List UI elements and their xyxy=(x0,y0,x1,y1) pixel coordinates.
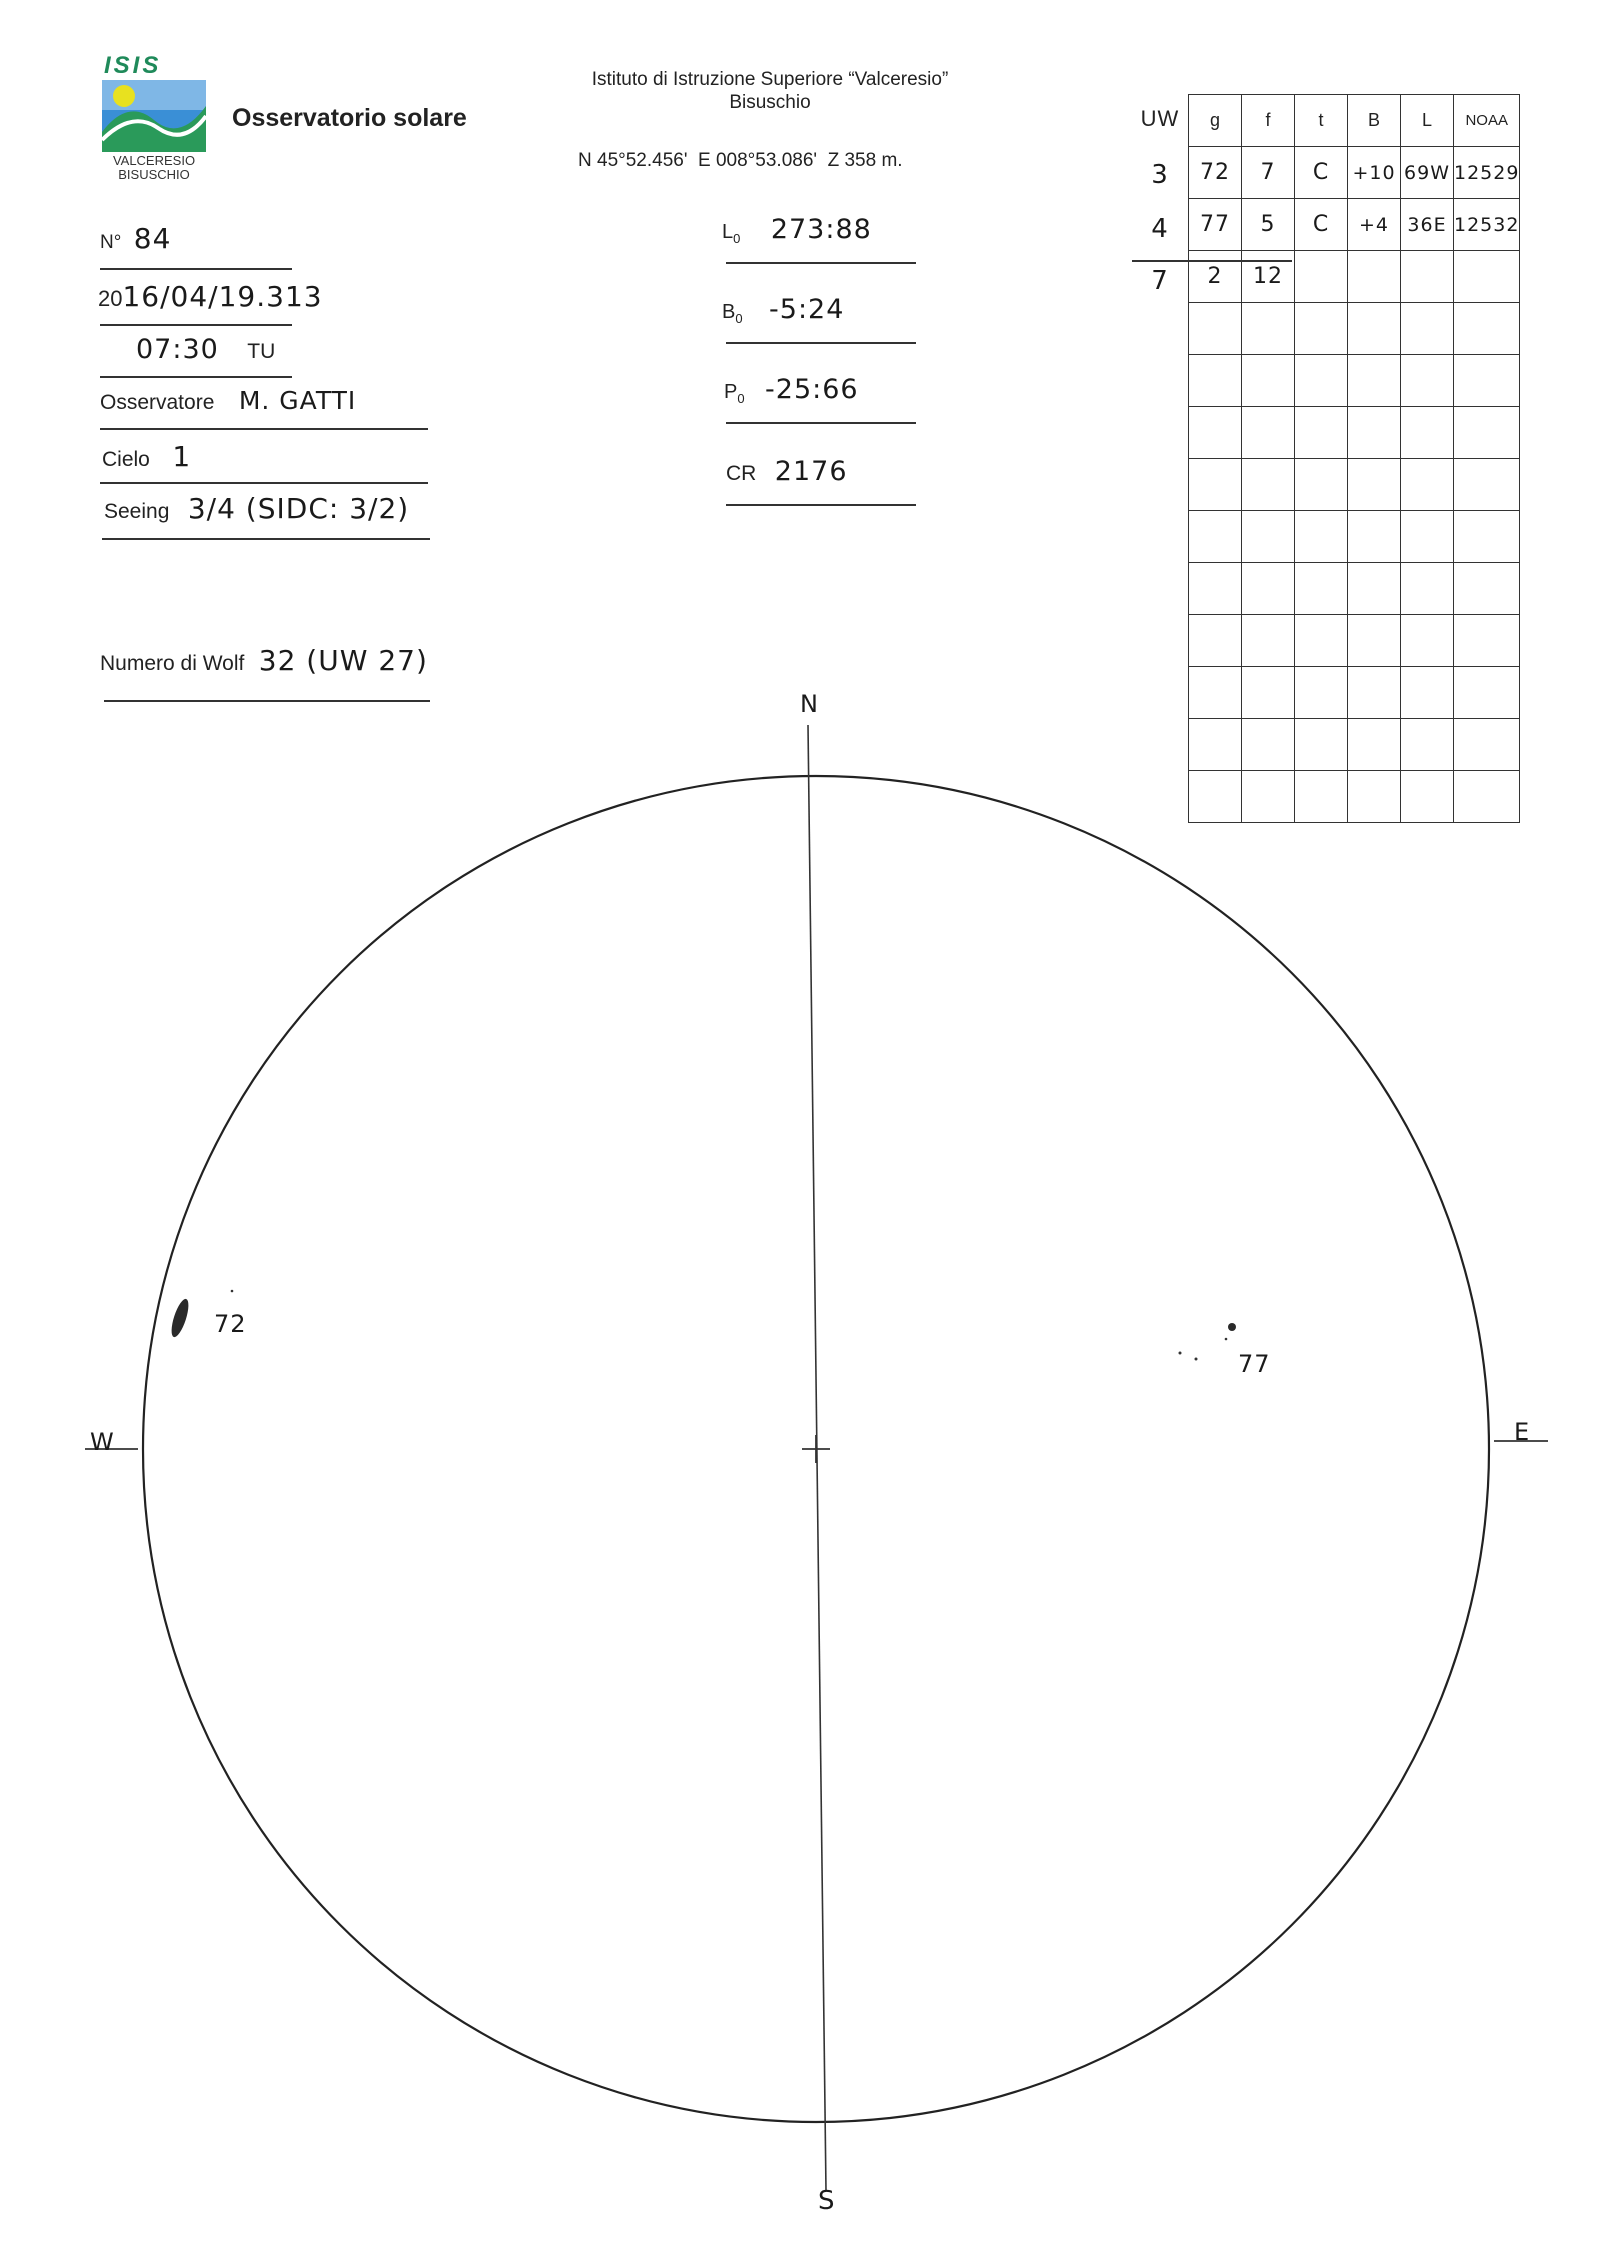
group-table-cell xyxy=(1295,563,1348,615)
p0-label: $P_0$ xyxy=(724,381,745,406)
group-table-cell xyxy=(1295,615,1348,667)
group-table-cell xyxy=(1454,407,1520,459)
group-table-cell xyxy=(1348,563,1401,615)
group-table-cell xyxy=(1454,251,1520,303)
south-label: S xyxy=(818,2186,836,2216)
l0-value: 273:88 xyxy=(770,214,872,245)
group-table-cell: 7 xyxy=(1242,147,1295,199)
record-time-unit: TU xyxy=(247,340,276,363)
group-table-empty-row xyxy=(1189,563,1520,615)
group-table-cell: +10 xyxy=(1348,147,1401,199)
group-table-cell xyxy=(1348,459,1401,511)
underline xyxy=(726,504,916,506)
uw-value-row1: 3 xyxy=(1151,160,1169,190)
group-table-header-cell: f xyxy=(1242,95,1295,147)
group-table-cell xyxy=(1295,251,1348,303)
group-table-empty-row xyxy=(1189,303,1520,355)
group-table-cell: C xyxy=(1295,147,1348,199)
group-table-cell xyxy=(1454,511,1520,563)
sky-label: Cielo xyxy=(102,448,150,471)
seeing-field xyxy=(104,492,409,525)
record-number-label: N° xyxy=(100,232,122,253)
underline xyxy=(100,482,428,484)
group-table-cell xyxy=(1454,303,1520,355)
group-table-cell: 12532 xyxy=(1454,199,1520,251)
underline xyxy=(726,342,916,344)
underline xyxy=(102,538,430,540)
b0-value: -5:24 xyxy=(769,294,845,325)
group-table-cell: 69W xyxy=(1401,147,1454,199)
group-table-cell xyxy=(1401,355,1454,407)
underline xyxy=(100,428,428,430)
sunspot-dot xyxy=(1225,1338,1228,1341)
sunspot-dot xyxy=(231,1290,234,1293)
group-table-cell xyxy=(1348,355,1401,407)
group-table-cell xyxy=(1242,615,1295,667)
seeing-label: Seeing xyxy=(104,500,170,523)
underline xyxy=(100,268,292,270)
group-table-cell xyxy=(1401,459,1454,511)
group-table-cell xyxy=(1295,407,1348,459)
cr-label: CR xyxy=(726,462,757,485)
group-table-row xyxy=(1189,251,1520,303)
east-label: E xyxy=(1514,1418,1531,1446)
record-number-value: 84 xyxy=(133,222,172,255)
group-table-cell xyxy=(1401,615,1454,667)
logo-subtitle: VALCERESIO BISUSCHIO xyxy=(112,153,196,182)
group-table-cell: 2 xyxy=(1189,251,1242,303)
observer-label: Osservatore xyxy=(100,391,215,414)
group-table-cell xyxy=(1242,459,1295,511)
group-table-cell xyxy=(1189,563,1242,615)
group-table-cell: 12 xyxy=(1242,251,1295,303)
seeing-value: 3/4 (SIDC: 3/2) xyxy=(187,492,410,525)
group-table-cell xyxy=(1348,407,1401,459)
group-table-cell xyxy=(1295,511,1348,563)
north-label: N xyxy=(800,690,819,718)
group-table-empty-row xyxy=(1189,459,1520,511)
record-date-field xyxy=(98,280,323,313)
group-table-cell xyxy=(1189,459,1242,511)
group-table-cell xyxy=(1348,615,1401,667)
group-table-empty-row xyxy=(1189,355,1520,407)
cr-value: 2176 xyxy=(774,456,848,487)
observatory-coordinates: N 45°52.456' E 008°53.086' Z 358 m. xyxy=(578,150,903,171)
group-table-cell: 12529 xyxy=(1454,147,1520,199)
underline xyxy=(726,422,916,424)
group-table-cell xyxy=(1189,615,1242,667)
record-date-value: 16/04/19.313 xyxy=(122,280,323,313)
b0-label: $B_0$ xyxy=(722,301,743,326)
record-time-value: 07:30 xyxy=(136,334,219,365)
group-label-72: 72 xyxy=(214,1310,247,1338)
uw-total: 7 xyxy=(1151,266,1169,296)
group-table-cell xyxy=(1189,407,1242,459)
record-number-field xyxy=(100,222,171,255)
underline xyxy=(100,376,292,378)
group-table-row xyxy=(1189,147,1520,199)
l0-field xyxy=(722,214,872,246)
logo-text: ISIS xyxy=(104,52,162,79)
sunspot-group-72 xyxy=(168,1297,192,1339)
group-table-cell xyxy=(1401,511,1454,563)
group-table-cell: 72 xyxy=(1189,147,1242,199)
wolf-number-label: Numero di Wolf xyxy=(100,652,245,675)
cr-field xyxy=(726,456,848,487)
uw-header: UW xyxy=(1140,106,1180,131)
p0-value: -25:66 xyxy=(765,374,859,405)
group-table-cell: C xyxy=(1295,199,1348,251)
group-table-cell: +4 xyxy=(1348,199,1401,251)
record-date-prefix: 20 xyxy=(98,286,123,311)
group-table-header-cell: NOAA xyxy=(1454,95,1520,147)
group-table-cell xyxy=(1242,355,1295,407)
group-table-cell xyxy=(1348,303,1401,355)
group-table-empty-row xyxy=(1189,511,1520,563)
group-table-cell: 77 xyxy=(1189,199,1242,251)
group-table-header-cell: t xyxy=(1295,95,1348,147)
sunspot-dot xyxy=(1179,1352,1182,1355)
group-table-cell xyxy=(1401,563,1454,615)
group-table-cell xyxy=(1189,511,1242,563)
b0-field xyxy=(722,294,844,326)
group-table-empty-row xyxy=(1189,615,1520,667)
group-table-header-cell: B xyxy=(1348,95,1401,147)
p0-field xyxy=(724,374,859,406)
sky-field xyxy=(102,440,191,473)
group-table-cell xyxy=(1348,511,1401,563)
underline xyxy=(100,324,292,326)
group-table-empty-row xyxy=(1189,407,1520,459)
page-title: Osservatorio solare xyxy=(232,104,467,132)
group-table-cell xyxy=(1242,303,1295,355)
group-table-cell xyxy=(1454,563,1520,615)
logo xyxy=(100,52,210,182)
group-table-cell xyxy=(1242,563,1295,615)
group-table-cell xyxy=(1189,303,1242,355)
group-table-header-cell: g xyxy=(1189,95,1242,147)
group-table-cell xyxy=(1401,303,1454,355)
sunspot-group-77 xyxy=(1228,1323,1236,1331)
logo-graphic xyxy=(102,80,206,152)
group-table-cell xyxy=(1454,459,1520,511)
north-south-axis xyxy=(808,725,826,2191)
record-time-field xyxy=(136,334,275,365)
group-table-cell xyxy=(1401,251,1454,303)
l0-label: $L_0$ xyxy=(722,221,741,246)
sky-value: 1 xyxy=(172,440,192,473)
underline xyxy=(726,262,916,264)
group-label-77: 77 xyxy=(1238,1350,1271,1378)
institute-name: Istituto di Istruzione Superiore “Valceresio” Bisuschio xyxy=(591,69,949,113)
group-table-cell xyxy=(1401,407,1454,459)
group-table-row xyxy=(1189,199,1520,251)
group-table-cell xyxy=(1454,615,1520,667)
west-label: W xyxy=(90,1428,115,1456)
wolf-number-value: 32 (UW 27) xyxy=(258,644,428,677)
group-table-cell: 36E xyxy=(1401,199,1454,251)
group-table-cell xyxy=(1348,251,1401,303)
group-table-header-row xyxy=(1189,95,1520,147)
group-table-cell xyxy=(1189,355,1242,407)
group-table-cell xyxy=(1242,407,1295,459)
group-table-cell xyxy=(1295,355,1348,407)
solar-disk-diagram xyxy=(0,663,1600,2263)
sunspot-dot xyxy=(1195,1358,1198,1361)
group-table-cell xyxy=(1454,355,1520,407)
group-table-cell xyxy=(1242,511,1295,563)
group-table-cell: 5 xyxy=(1242,199,1295,251)
group-table-cell xyxy=(1295,303,1348,355)
observer-field xyxy=(100,386,356,415)
group-table-cell xyxy=(1295,459,1348,511)
observer-value: M. GATTI xyxy=(238,386,357,415)
uw-value-row2: 4 xyxy=(1151,214,1169,244)
group-table-header-cell: L xyxy=(1401,95,1454,147)
